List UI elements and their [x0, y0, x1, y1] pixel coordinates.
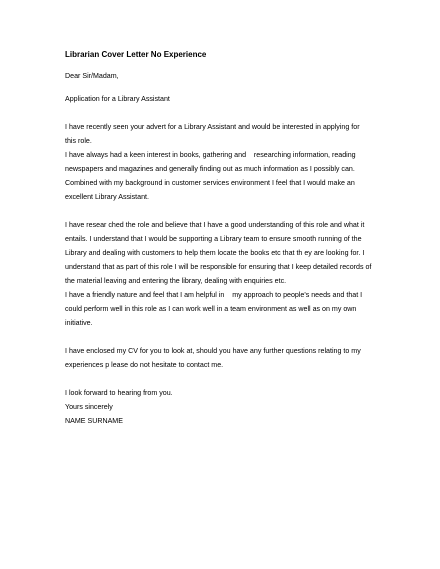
closing-line: I look forward to hearing from you. [65, 389, 173, 397]
subject-line: Application for a Library Assistant [65, 95, 170, 103]
paragraph1-line: newspapers and magazines and generally finding out as much information as I possibly can. [65, 165, 355, 173]
paragraph3-line: I have enclosed my CV for you to look at, should you have any further questions relating to my [65, 347, 361, 355]
paragraph1-line: this role. [65, 137, 92, 145]
paragraph2-line: initiative. [65, 319, 93, 327]
signature-name: NAME SURNAME [65, 417, 123, 425]
paragraph2-line: understand that as part of this role I will be responsible for ensuring that I keep detailed records of [65, 263, 372, 271]
paragraph1-line: Combined with my background in customer services environment I feel that I would make an [65, 179, 355, 187]
paragraph2-line: I have a friendly nature and feel that I am helpful in my approach to people's needs and that I [65, 291, 363, 299]
paragraph2-line: I have resear ched the role and believe that I have a good understanding of this role and what it [65, 221, 365, 229]
paragraph2-line: could perform well in this role as I can work well in a team environment as well as on my own [65, 305, 357, 313]
paragraph2-line: Library and dealing with customers to help them locate the books etc that th ey are looking for. I [65, 249, 365, 257]
signoff: Yours sincerely [65, 403, 113, 411]
paragraph1-line: I have recently seen your advert for a Library Assistant and would be interested in applying for [65, 123, 360, 131]
paragraph2-line: the material leaving and entering the library, dealing with enquiries etc. [65, 277, 287, 285]
paragraph3-line: experiences p lease do not hesitate to contact me. [65, 361, 224, 369]
paragraph1-line: excellent Library Assistant. [65, 193, 149, 201]
salutation: Dear Sir/Madam, [65, 72, 119, 80]
page-title: Librarian Cover Letter No Experience [65, 50, 207, 59]
paragraph1-line: I have always had a keen interest in books, gathering and researching information, reading [65, 151, 356, 159]
paragraph2-line: entails. I understand that I would be supporting a Library team to ensure smooth running of the [65, 235, 362, 243]
